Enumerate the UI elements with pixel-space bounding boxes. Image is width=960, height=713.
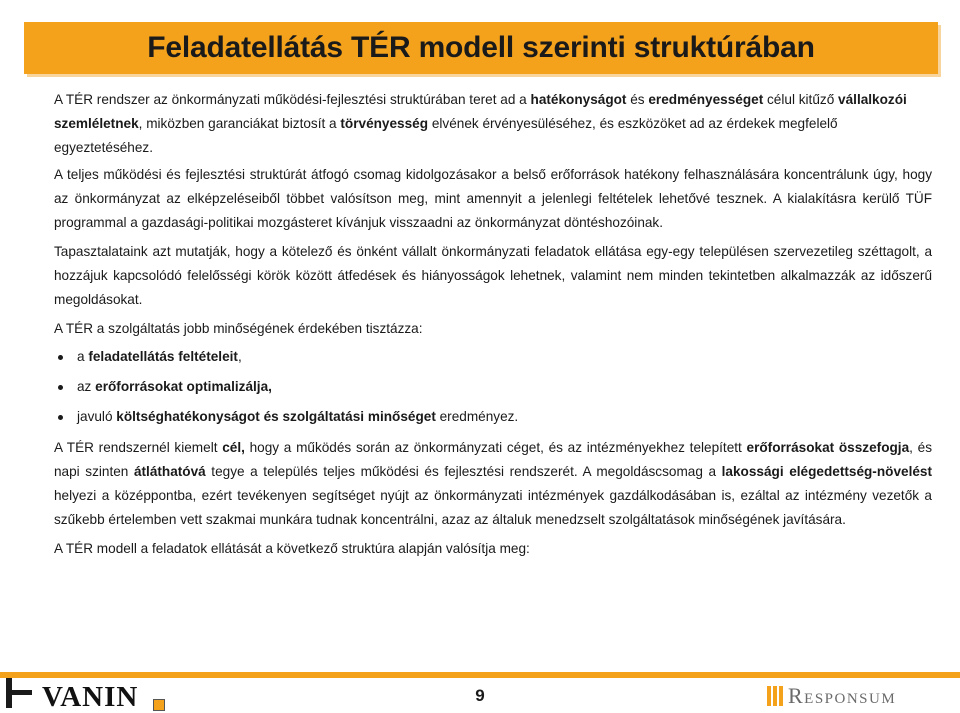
text-run: elvének érvényesüléséhez, és eszközöket ad az érdekek megfelelő egyeztetéséhez.: [54, 116, 838, 155]
text-run: A TÉR rendszernél kiemelt: [54, 440, 223, 455]
text-run: A TÉR a szolgáltatás jobb minőségének érdekében tisztázza:: [54, 321, 423, 336]
responsum-logo-text: Responsum: [788, 683, 897, 708]
bullet-list: [54, 346, 932, 428]
responsum-logo: [766, 682, 896, 710]
text-run: , és napi szinten: [54, 440, 932, 479]
vanin-logo: VANIN: [42, 681, 139, 713]
emphasis-text: törvényesség: [340, 116, 429, 131]
text-run: A teljes működési és fejlesztési struktúrát átfogó csomag kidolgozásakor a belső erőforrások hatékony felhasználására koncentrálunk úgy, hogy az önkormányzat az elképzeléseiből többet valósítson meg, mint amennyit a jelenlegi feltételek lehetővé tesznek. A kialakításra kerülő TÜF programmal a gazdasági-politikai mozgásteret kívánjuk visszaadni az önkormányzat döntéshozóinak.: [54, 167, 932, 230]
emphasis-text: erőforrásokat összefogja: [746, 440, 910, 455]
paragraph-package: [54, 163, 932, 235]
paragraph-clarifies: [54, 317, 932, 341]
list-item: [54, 346, 932, 368]
page-number: 9: [475, 686, 485, 705]
text-run: A TÉR rendszer az önkormányzati működési-fejlesztési struktúrában teret ad a: [54, 92, 531, 107]
text-run: A TÉR modell a feladatok ellátását a következő struktúra alapján valósítja meg:: [54, 541, 530, 556]
list-item-text: [77, 349, 242, 364]
text-run: Tapasztalataink azt mutatják, hogy a kötelező és önként vállalt önkormányzati feladatok ellátása egy-egy településen szervezetileg széttagolt, a hozzájuk kapcsolódó felelősségi körök között átfedések és hiányosságok lehetnek, valamint nem minden tekintetben alkalmazzák az időszerű megoldásokat.: [54, 244, 932, 307]
paragraph-goal: [54, 436, 932, 532]
text-run: helyezi a középpontba, ezért tevékenyen segítséget nyújt az önkormányzati intézmények gazdálkodásában is, ezáltal az intézmény vezetők a szűkebb értelemben vett szakmai munkára tudnak koncentrálni, azaz az általuk menedzselt szolgáltatások minőségének javítására.: [54, 488, 932, 527]
paragraph-intro: [54, 88, 932, 160]
text-run: célul kitűző: [763, 92, 839, 107]
text-run: ,: [237, 349, 242, 364]
text-run: , miközben garanciákat biztosít a: [138, 116, 341, 131]
emphasis-text: erőforrásokat optimalizálja,: [95, 379, 272, 394]
bullet-dot-icon: [58, 385, 63, 390]
page-title: Feladatellátás TÉR modell szerinti struktúrában: [147, 31, 815, 64]
text-run: javuló: [77, 409, 117, 424]
emphasis-text: eredményességet: [648, 92, 764, 107]
responsum-mark-icon: [766, 685, 784, 707]
paragraph-experience: [54, 240, 932, 312]
list-item-text: [77, 379, 272, 394]
text-run: és: [626, 92, 649, 107]
text-run: a: [77, 349, 89, 364]
emphasis-text: vállalkozói szemléletnek: [54, 92, 907, 131]
emphasis-text: cél,: [222, 440, 245, 455]
text-run: eredményez.: [435, 409, 519, 424]
list-item: [54, 406, 932, 428]
text-run: hogy a működés során az önkormányzati céget, és az intézményekhez telepített: [244, 440, 747, 455]
emphasis-text: hatékonyságot: [530, 92, 627, 107]
footer: [0, 672, 960, 712]
list-item-text: [77, 409, 518, 424]
bullet-dot-icon: [58, 415, 63, 420]
emphasis-text: feladatellátás feltételeit: [88, 349, 238, 364]
title-banner: [24, 22, 938, 74]
emphasis-text: költséghatékonyságot és szolgáltatási minőséget: [116, 409, 436, 424]
text-run: tegye a település teljes működési és fejlesztési rendszerét. A megoldáscsomag a: [205, 464, 722, 479]
bullet-dot-icon: [58, 355, 63, 360]
document-body: [54, 88, 932, 566]
footer-accent-bar: [0, 672, 960, 678]
emphasis-text: lakossági elégedettség-növelést: [721, 464, 932, 479]
vanin-square-icon: [153, 699, 165, 711]
list-item: [54, 376, 932, 398]
paragraph-structure: [54, 537, 932, 561]
emphasis-text: átláthatóvá: [133, 464, 206, 479]
text-run: az: [77, 379, 96, 394]
